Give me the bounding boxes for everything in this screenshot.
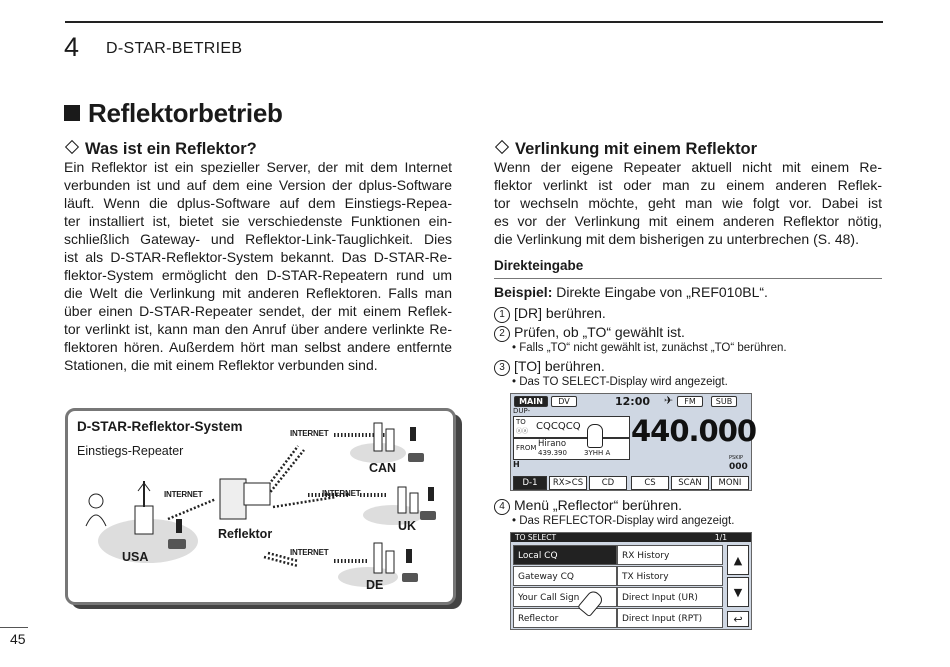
- step-number: 1: [494, 307, 510, 323]
- main-badge: MAIN: [514, 396, 548, 407]
- step-2: [494, 324, 685, 342]
- touch-hand-icon: [587, 424, 603, 448]
- subheading-rule: [494, 278, 882, 279]
- diagram-illustration: [68, 411, 453, 602]
- menu-item-your-call-sign[interactable]: Your Call Sign: [513, 587, 617, 607]
- reflector-system-diagram: [65, 408, 456, 605]
- to-select-title: TO SELECT: [515, 533, 557, 542]
- text-line: tor wechseln möchte, geht man wie folgt vor. Dabei ist: [494, 195, 882, 211]
- softkey-cd[interactable]: CD: [589, 476, 627, 490]
- region-label-can: CAN: [369, 461, 397, 475]
- scroll-up-button[interactable]: ▲: [727, 545, 749, 575]
- menu-item-reflector[interactable]: Reflector: [513, 608, 617, 628]
- diamond-icon: [65, 140, 79, 154]
- to-select-display: [510, 532, 752, 630]
- internet-label: INTERNET: [164, 490, 203, 499]
- text-line: ist als D-STAR-Reflektor-System bekannt. Das D-STAR-Re-: [64, 249, 452, 265]
- step-text: Prüfen, ob „TO“ gewählt ist.: [514, 324, 685, 340]
- step-text: [DR] berühren.: [514, 305, 606, 321]
- subheading-direct-input: Direkteingabe: [494, 258, 584, 273]
- diamond-icon: [495, 140, 509, 154]
- step-4: [494, 497, 682, 515]
- to-icon: ⓐⓐ: [516, 428, 529, 435]
- step-3: [494, 358, 605, 376]
- power-label: H: [513, 460, 520, 469]
- diagram-subtitle: Einstiegs-Repeater: [77, 444, 184, 458]
- section-title: [64, 98, 283, 129]
- menu-item-gateway-cq[interactable]: Gateway CQ: [513, 566, 617, 586]
- softkey-cs[interactable]: CS: [631, 476, 669, 490]
- reflector-label: Reflektor: [218, 527, 273, 541]
- right-paragraph: [494, 158, 882, 248]
- softkey-scan[interactable]: SCAN: [671, 476, 709, 490]
- from-label: FROM: [516, 444, 537, 452]
- to-field[interactable]: [513, 416, 630, 438]
- text-line: verbunden ist und auf dem eine Version der dplus-Software: [64, 177, 452, 193]
- text-line: flektoren hören. Außerdem hört man selbst andere entfernte: [64, 339, 452, 355]
- example-text: Direkte Eingabe von „REF010BL“.: [552, 284, 768, 300]
- sub-badge: SUB: [711, 396, 737, 407]
- diagram-title: D-STAR-Reflektor-System: [77, 419, 243, 434]
- menu-item-tx-history[interactable]: TX History: [617, 566, 723, 586]
- step-number: 2: [494, 326, 510, 342]
- softkey-d1[interactable]: D-1: [513, 476, 547, 490]
- from-field[interactable]: [513, 438, 630, 460]
- square-bullet-icon: [64, 105, 80, 121]
- step-number: 4: [494, 499, 510, 515]
- example-line: [494, 284, 768, 300]
- to-select-titlebar: [511, 533, 751, 542]
- text-line: flektor-System ermöglicht den D-STAR-Repeatern rund um: [64, 267, 452, 283]
- text-line: die Welt die Verlinkung mit anderen Reflektoren. Falls man: [64, 285, 452, 301]
- left-paragraph: [64, 158, 452, 374]
- region-label-usa: USA: [122, 550, 149, 564]
- page-indicator: 1/1: [714, 533, 727, 542]
- internet-label: INTERNET: [322, 489, 361, 498]
- menu-item-direct-input-rpt[interactable]: Direct Input (RPT): [617, 608, 723, 628]
- text-line: Ein Reflektor ist ein spezieller Server, der mit dem Internet: [64, 159, 452, 175]
- scroll-down-button[interactable]: ▼: [727, 577, 749, 607]
- mode-badge: DV: [551, 396, 577, 407]
- step-1: [494, 305, 606, 323]
- step-text: [TO] berühren.: [514, 358, 605, 374]
- sound-icon: ✈: [664, 394, 674, 407]
- internet-label: INTERNET: [290, 429, 329, 438]
- text-line: tor verlinkt ist, kann man den Anruf über andere verlinkte Re-: [64, 321, 452, 337]
- right-heading: [494, 140, 757, 159]
- menu-item-direct-input-ur[interactable]: Direct Input (UR): [617, 587, 723, 607]
- section-title-text: Reflektorbetrieb: [88, 98, 283, 128]
- radio-main-display: [510, 393, 757, 491]
- example-label: Beispiel:: [494, 284, 553, 300]
- text-line: läuft. Wenn die dplus-Software auf dem Einstiegs-Repea-: [64, 195, 452, 211]
- text-line: flektor verlinkt ist oder man zu einem anderen Reflek-: [494, 177, 882, 193]
- fm-badge: FM: [677, 396, 703, 407]
- chapter-title: D-STAR-BETRIEB: [106, 40, 243, 57]
- text-line: Stationen, die mit einem Reflektor verbunden sind.: [64, 357, 378, 373]
- text-line: über einen D-STAR-Repeater sendet, der mit einem Reflek-: [64, 303, 452, 319]
- from-call: 3YHH A: [584, 449, 611, 457]
- right-heading-text: Verlinkung mit einem Reflektor: [515, 140, 758, 158]
- internet-label: INTERNET: [290, 548, 329, 557]
- menu-item-rx-history[interactable]: RX History: [617, 545, 723, 565]
- to-call: CQCQCQ: [536, 421, 581, 432]
- header-rule: [65, 21, 883, 23]
- step-2-note: • Falls „TO“ nicht gewählt ist, zunächst „TO“ berühren.: [512, 342, 787, 354]
- channel-number: 000: [729, 462, 748, 472]
- step-text: Menü „Reflector“ berühren.: [514, 497, 683, 513]
- frequency-readout: 440.000: [631, 414, 757, 448]
- region-label-de: DE: [366, 578, 384, 592]
- to-label: TO: [516, 418, 526, 426]
- left-heading-text: Was ist ein Reflektor?: [85, 140, 257, 158]
- softkey-rx-cs[interactable]: RX>CS: [549, 476, 587, 490]
- clock: 12:00: [615, 395, 651, 408]
- chapter-number: 4: [64, 32, 80, 62]
- page-number-rule: [0, 627, 28, 628]
- pskip-label: PSKIP: [729, 455, 743, 461]
- step-number: 3: [494, 360, 510, 376]
- left-heading: [64, 140, 257, 159]
- text-line: ter installiert ist, bietet sie verschiedenste Funktionen ein-: [64, 213, 452, 229]
- step-3-note: • Das TO SELECT-Display wird angezeigt.: [512, 376, 728, 388]
- back-button[interactable]: ↩: [727, 611, 749, 627]
- text-line: die Verlinkung mit dem bisherigen zu unterbrechen (S. 48).: [494, 231, 859, 247]
- text-line: Wenn der eigene Repeater aktuell nicht mit einem Re-: [494, 159, 882, 175]
- from-freq: 439.390: [538, 449, 567, 457]
- step-4-note: • Das REFLECTOR-Display wird angezeigt.: [512, 515, 735, 527]
- from-name: Hirano: [538, 439, 567, 449]
- page-number: 45: [10, 631, 26, 647]
- region-label-uk: UK: [398, 519, 417, 533]
- text-line: es vor der Verlinkung mit einem anderen Reflektor nötig,: [494, 213, 882, 229]
- softkey-moni[interactable]: MONI: [711, 476, 749, 490]
- text-line: schließlich Gateway- und Reflektor-Link-Tauglichkeit. Dies: [64, 231, 452, 247]
- menu-item-local-cq[interactable]: Local CQ: [513, 545, 617, 565]
- dup-label: DUP-: [513, 407, 531, 415]
